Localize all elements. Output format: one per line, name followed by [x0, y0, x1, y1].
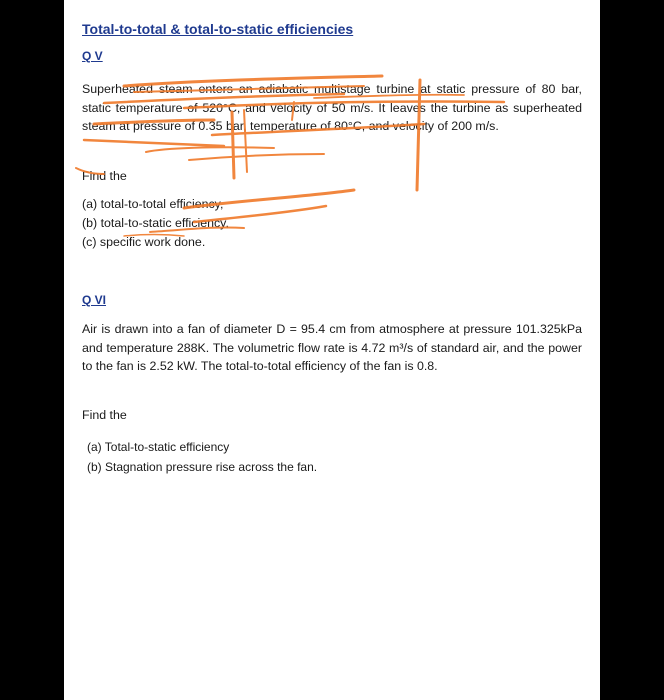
question-6-item-b: (b) Stagnation pressure rise across the fan. — [87, 460, 318, 474]
question-6-list — [87, 437, 317, 477]
question-5-find-label: Find the — [82, 169, 127, 183]
question-6-find-label: Find the — [82, 408, 127, 422]
question-5-heading: Q V — [82, 49, 103, 63]
question-6-heading: Q VI — [82, 293, 107, 307]
question-6-item-a: (a) Total-to-static efficiency — [87, 440, 230, 454]
question-5-item-c: (c) specific work done. — [82, 235, 206, 249]
document-title: Total-to-total & total-to-static efficiencies — [82, 21, 354, 37]
question-5-paragraph: Superheated steam enters an adiabatic multistage turbine at static pressure of 80 bar, static temperature of 520°C, and velocity of 50 m/s. It leaves the turbine as superheated steam at pressure of 0.35 bar, temperature of 80°C, and velocity of 200 m/s. — [82, 82, 582, 133]
question-6-paragraph: Air is drawn into a fan of diameter D = 95.4 cm from atmosphere at pressure 101.325kPa and temperature 288K. The volumetric flow rate is 4.72 m³/s of standard air, and the power to the fan is 2.52 kW. The total-to-total efficiency of the fan is 0.8. — [82, 322, 582, 373]
question-5-list — [82, 195, 229, 252]
document-page — [64, 0, 600, 700]
question-5-item-b: (b) total-to-static efficiency, — [82, 216, 229, 230]
question-5-item-a: (a) total-to-total efficiency, — [82, 197, 224, 211]
